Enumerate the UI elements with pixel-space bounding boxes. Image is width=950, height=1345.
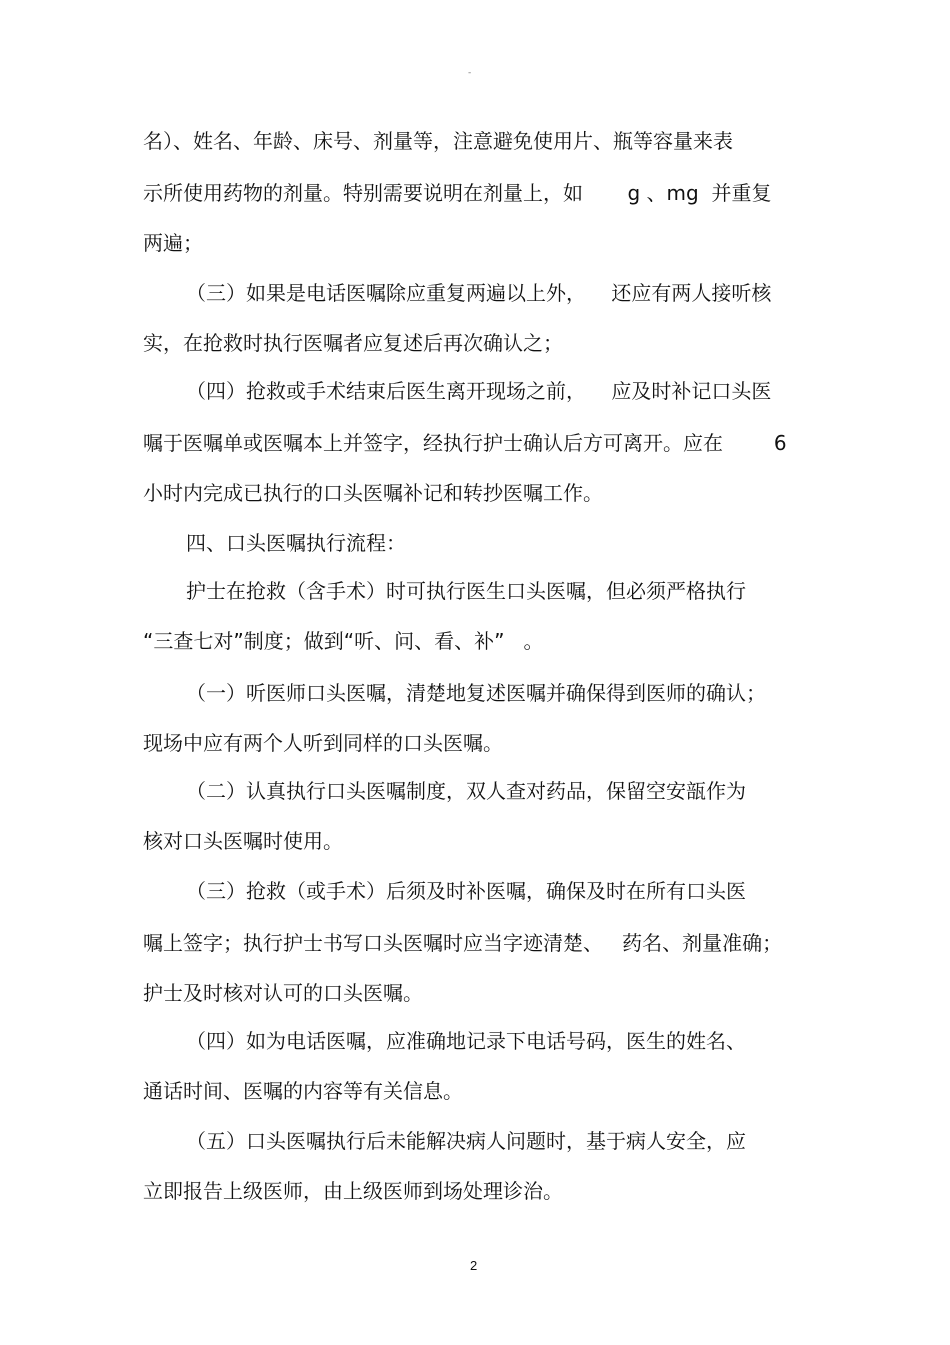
body-line-6: （四）抢救或手术结束后医生离开现场之前， 应及时补记口头医 — [186, 379, 772, 403]
body-line-21: （五）口头医嘱执行后未能解决病人问题时，基于病人安全，应 — [186, 1129, 746, 1153]
body-line-3: 两遍； — [143, 231, 203, 255]
page-number: 2 — [470, 1258, 478, 1273]
body-line-7: 嘱于医嘱单或医嘱本上并签字，经执行护士确认后方可离开。应在 6 — [143, 431, 787, 455]
body-line-17: 嘱上签字；执行护士书写口头医嘱时应当字迹清楚、 药名、剂量准确； — [143, 931, 783, 955]
body-line-10: 护士在抢救（含手术）时可执行医生口头医嘱，但必须严格执行 — [186, 579, 746, 603]
body-line-14: （二）认真执行口头医嘱制度，双人查对药品，保留空安瓿作为 — [186, 779, 746, 803]
header-mark: - — [468, 68, 472, 78]
body-line-16: （三）抢救（或手术）后须及时补医嘱，确保及时在所有口头医 — [186, 879, 746, 903]
body-line-13: 现场中应有两个人听到同样的口头医嘱。 — [143, 731, 503, 755]
body-line-22: 立即报告上级医师，由上级医师到场处理诊治。 — [143, 1179, 563, 1203]
body-line-19: （四）如为电话医嘱，应准确地记录下电话号码，医生的姓名、 — [186, 1029, 746, 1053]
body-line-15: 核对口头医嘱时使用。 — [143, 829, 343, 853]
body-line-2: 示所使用药物的剂量。特别需要说明在剂量上，如 g 、mg 并重复 — [143, 181, 772, 205]
body-line-18: 护士及时核对认可的口头医嘱。 — [143, 981, 423, 1005]
body-line-20: 通话时间、医嘱的内容等有关信息。 — [143, 1079, 463, 1103]
body-line-11: “三查七对”制度；做到“听、问、看、补” 。 — [143, 629, 544, 653]
body-line-5: 实，在抢救时执行医嘱者应复述后再次确认之； — [143, 331, 563, 355]
body-line-8: 小时内完成已执行的口头医嘱补记和转抄医嘱工作。 — [143, 481, 603, 505]
body-line-12: （一）听医师口头医嘱，清楚地复述医嘱并确保得到医师的确认； — [186, 681, 766, 705]
section-heading: 四、口头医嘱执行流程： — [186, 531, 406, 555]
body-line-4: （三）如果是电话医嘱除应重复两遍以上外， 还应有两人接听核 — [186, 281, 772, 305]
body-line-1: 名）、姓名、年龄、床号、剂量等，注意避免使用片、瓶等容量来表 — [143, 129, 733, 153]
